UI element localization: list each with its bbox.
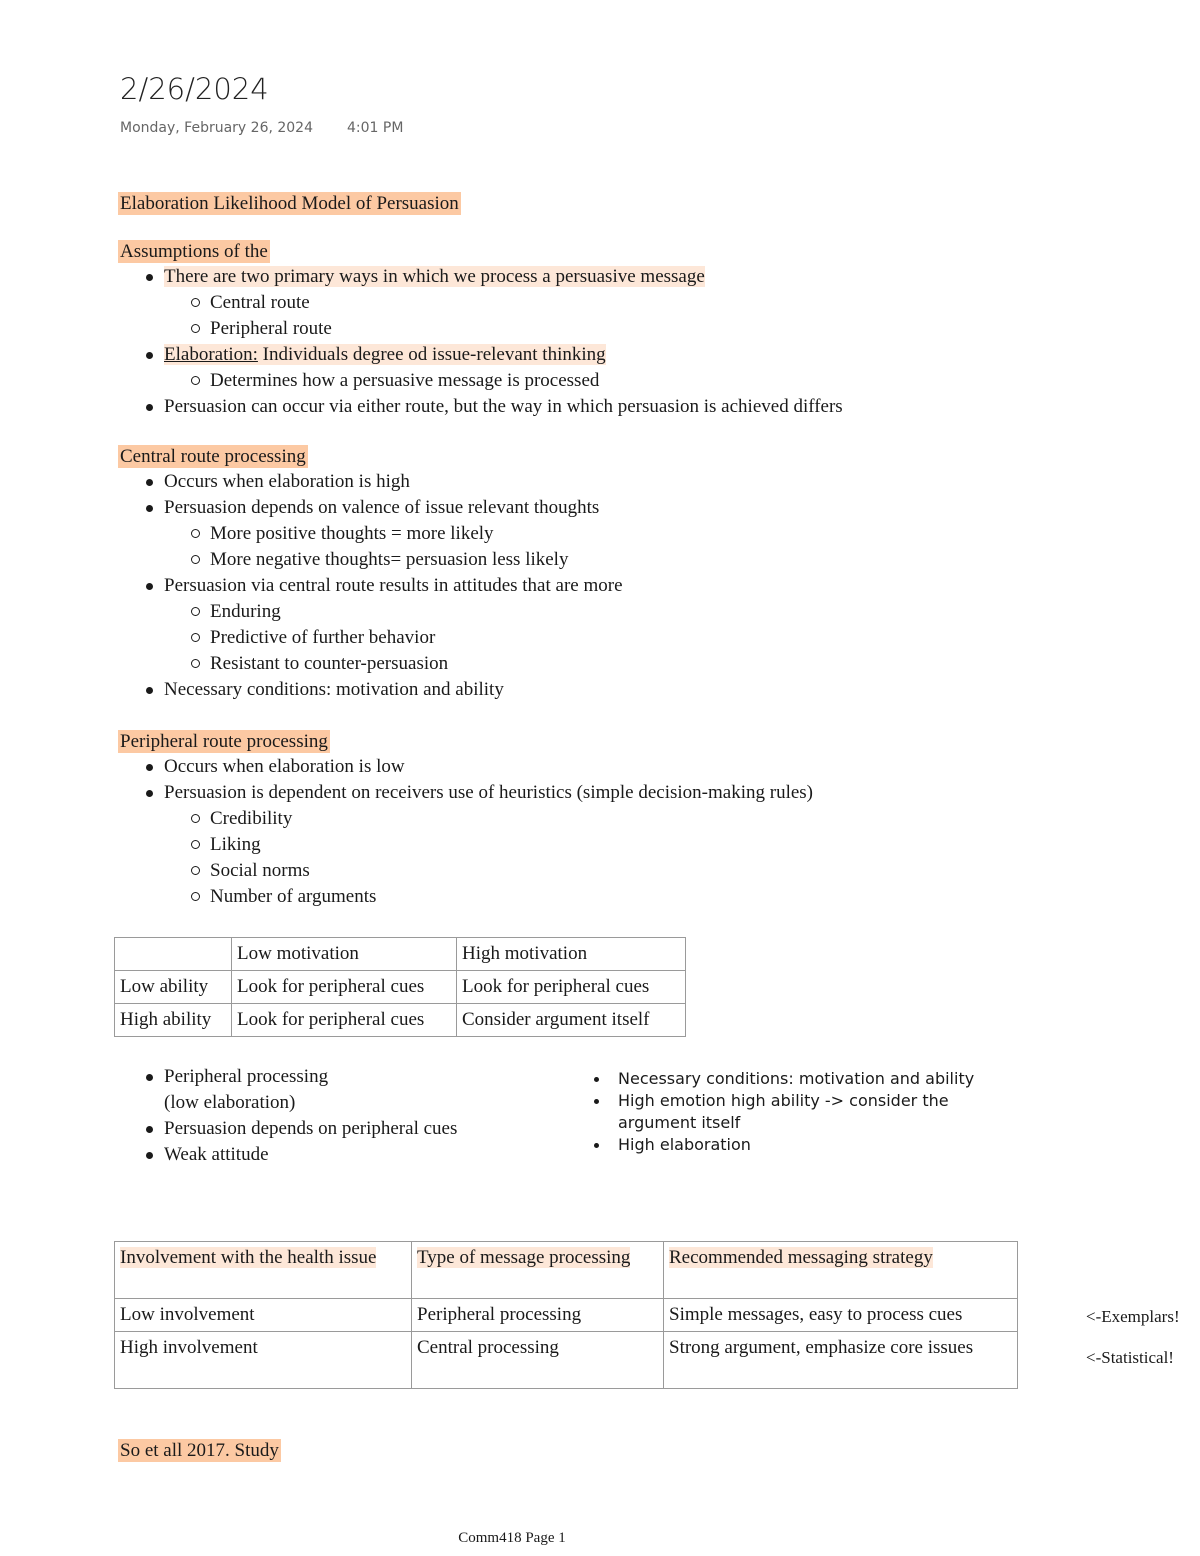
list-item: Necessary conditions: motivation and ability [590, 1068, 990, 1090]
table-cell: Look for peripheral cues [457, 971, 686, 1004]
list-item: High emotion high ability -> consider the argument itself [590, 1090, 968, 1134]
central-list [118, 469, 1118, 703]
table-cell: Recommended messaging strategy [664, 1242, 1018, 1299]
study-heading-wrap [118, 1439, 281, 1463]
table-row [115, 1299, 1018, 1332]
page-footer: Comm418 Page 1 [458, 1530, 566, 1546]
list-item: Occurs when elaboration is low [118, 754, 1118, 780]
list-item: High elaboration [590, 1134, 990, 1156]
list-item: Predictive of further behavior [118, 625, 1118, 651]
motivation-ability-table [114, 937, 686, 1037]
involvement-table [114, 1241, 1018, 1389]
list-item: Weak attitude [118, 1142, 568, 1168]
right-list [590, 1068, 990, 1156]
table-cell: Central processing [412, 1332, 664, 1389]
list-item: Number of arguments [118, 884, 1118, 910]
page-time: 4:01 PM [347, 120, 404, 136]
table-cell [115, 938, 232, 971]
table-cell: Involvement with the health issue [115, 1242, 412, 1299]
note-statistical: <-Statistical! [1086, 1348, 1174, 1367]
central-heading: Central route processing [120, 446, 306, 467]
table-cell: Look for peripheral cues [232, 971, 457, 1004]
list-item: There are two primary ways in which we process a persuasive message [118, 264, 1118, 290]
table-cell: High ability [115, 1004, 232, 1037]
table-row [115, 1004, 686, 1037]
list-item: Occurs when elaboration is high [118, 469, 1118, 495]
table-cell: Simple messages, easy to process cues [664, 1299, 1018, 1332]
list-item: Persuasion depends on peripheral cues [118, 1116, 568, 1142]
list-item: Social norms [118, 858, 1118, 884]
peripheral-section [118, 730, 1118, 910]
list-item: Liking [118, 832, 1118, 858]
study-heading: So et all 2017. Study [120, 1440, 279, 1461]
table-cell: Low involvement [115, 1299, 412, 1332]
peripheral-list [118, 754, 1118, 910]
left-list-block [118, 1064, 568, 1168]
list-item: Persuasion is dependent on receivers use of heuristics (simple decision-making rules) [118, 780, 1118, 806]
list-item: Enduring [118, 599, 1118, 625]
elaboration-term: Elaboration: [164, 344, 258, 365]
table-cell: Look for peripheral cues [232, 1004, 457, 1037]
list-item: Resistant to counter-persuasion [118, 651, 1118, 677]
table-cell: Consider argument itself [457, 1004, 686, 1037]
list-item: Necessary conditions: motivation and ability [118, 677, 1118, 703]
table-cell: Strong argument, emphasize core issues [664, 1332, 1018, 1389]
main-heading: Elaboration Likelihood Model of Persuasion [120, 193, 459, 214]
list-item: Persuasion depends on valence of issue relevant thoughts [118, 495, 1118, 521]
table-cell: High involvement [115, 1332, 412, 1389]
list-item: Peripheral processing (low elaboration) [118, 1064, 568, 1116]
table-row [115, 971, 686, 1004]
assumptions-heading: Assumptions of the [120, 241, 268, 262]
note-exemplars: <-Exemplars! [1086, 1307, 1180, 1326]
table-row [115, 938, 686, 971]
peripheral-heading: Peripheral route processing [120, 731, 328, 752]
list-item: Credibility [118, 806, 1118, 832]
list-item: Persuasion can occur via either route, but the way in which persuasion is achieved differs [118, 394, 1118, 420]
central-section [118, 445, 1118, 703]
assumptions-list [118, 264, 1118, 420]
left-list [118, 1064, 568, 1168]
list-item: Determines how a persuasive message is processed [118, 368, 1118, 394]
right-list-block [590, 1068, 990, 1156]
page-timestamp [120, 120, 403, 136]
table-cell: Type of message processing [412, 1242, 664, 1299]
list-item: Peripheral route [118, 316, 1118, 342]
table-cell: Peripheral processing [412, 1299, 664, 1332]
main-heading-wrap [118, 192, 461, 216]
list-item: More positive thoughts = more likely [118, 521, 1118, 547]
table-cell: Low motivation [232, 938, 457, 971]
list-item: More negative thoughts= persuasion less likely [118, 547, 1118, 573]
table-cell: Low ability [115, 971, 232, 1004]
assumptions-section [118, 240, 1118, 420]
page-date: Monday, February 26, 2024 [120, 120, 313, 136]
table-cell: High motivation [457, 938, 686, 971]
list-item: Central route [118, 290, 1118, 316]
list-item: Persuasion via central route results in attitudes that are more [118, 573, 1118, 599]
table-row [115, 1242, 1018, 1299]
page-title: 2/26/2024 [120, 72, 269, 106]
table-row [115, 1332, 1018, 1389]
list-item: Elaboration: Individuals degree od issue-relevant thinking [118, 342, 1118, 368]
